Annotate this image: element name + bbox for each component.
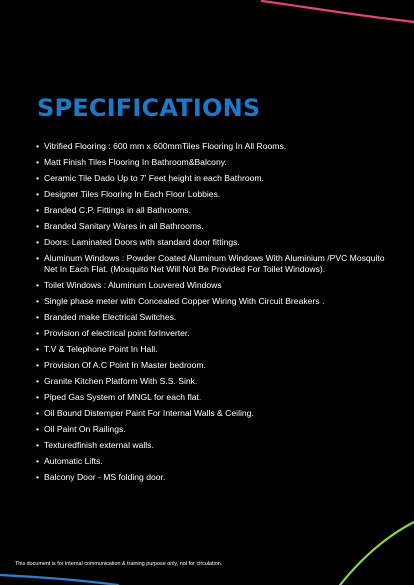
list-item-text: Branded C.P. Fittings in all Bathrooms. (44, 205, 191, 215)
bullet: • (36, 221, 40, 231)
list-item (36, 456, 396, 467)
list-item-text: Aluminum Windows : Powder Coated Aluminum Windows With Aluminium /PVC Mosquito Net In Each Flat. (Mosquito Net Will Not Be Provided For Toilet Windows). (44, 253, 385, 275)
list-item (36, 296, 396, 307)
bullet: • (36, 424, 40, 435)
list-item (36, 141, 396, 152)
list-item (36, 344, 396, 355)
list-item (36, 205, 396, 216)
list-item-text: Single phase meter with Concealed Copper Wiring With Circuit Breakers . (44, 296, 325, 307)
list-item-text: Granite Kitchen Platform With S.S. Sink. (44, 376, 198, 387)
list-item-text: Balcony Door - MS folding door. (44, 472, 166, 483)
list-item (36, 221, 396, 232)
list-item (36, 157, 396, 168)
list-item-text: Matt Finish Tiles Flooring In Bathroom&Balcony. (44, 157, 227, 167)
bullet: • (36, 173, 40, 183)
bullet: • (36, 328, 40, 339)
list-item-text: Branded Sanitary Wares in all Bathrooms. (44, 221, 204, 231)
list-item-text: Doors: Laminated Doors with standard door fittings. (44, 237, 240, 247)
list-item-text: Vitrified Flooring : 600 mm x 600mmTiles Flooring In All Rooms. (44, 141, 287, 151)
list-item (36, 312, 396, 323)
page-title: SPECIFICATIONS (37, 94, 261, 122)
bullet: • (36, 344, 40, 355)
list-item (36, 392, 396, 403)
list-item (36, 253, 396, 276)
bullet: • (36, 157, 40, 167)
list-item-text: Oil Paint On Railings. (44, 424, 126, 435)
list-item-text: Provision of electrical point forInverter. (44, 328, 190, 339)
list-item-text: Provision Of A.C Point In Master bedroom. (44, 360, 206, 371)
bullet: • (36, 360, 40, 371)
list-item-text: Automatic Lifts. (44, 456, 103, 467)
list-item (36, 237, 396, 248)
bullet: • (36, 312, 40, 323)
bullet: • (36, 280, 40, 291)
specifications-list (36, 141, 396, 488)
list-item-text: Texturedfinish external walls. (44, 440, 154, 451)
list-item (36, 472, 396, 483)
bullet: • (36, 456, 40, 467)
bullet: • (36, 253, 40, 263)
list-item (36, 408, 396, 419)
list-item-text: Toilet Windows : Aluminum Louvered Windows (44, 280, 222, 291)
list-item-text: Piped Gas System of MNGL for each flat. (44, 392, 202, 403)
bullet: • (36, 408, 40, 419)
list-item-text: Designer Tiles Flooring In Each Floor Lobbies. (44, 189, 221, 199)
footer-note: This document is for internal communication & training purpose only, not for circulation. (15, 561, 223, 567)
bullet: • (36, 392, 40, 403)
bullet: • (36, 205, 40, 215)
list-item (36, 424, 396, 435)
top-right-curve (262, 1, 414, 22)
list-item-text: Branded make Electrical Switches. (44, 312, 177, 323)
list-item (36, 173, 396, 184)
bullet: • (36, 189, 40, 199)
list-item (36, 360, 396, 371)
bullet: • (36, 376, 40, 387)
bullet: • (36, 296, 40, 307)
bullet: • (36, 472, 40, 483)
bullet: • (36, 141, 40, 151)
list-item-text: Oil Bound Distemper Paint For Internal Walls & Ceiling. (44, 408, 254, 419)
list-item (36, 376, 396, 387)
list-item (36, 280, 396, 291)
list-item (36, 189, 396, 200)
bottom-left-curve (0, 575, 118, 585)
bullet: • (36, 440, 40, 451)
list-item-text: Ceramic Tile Dado Up to 7' Feet height in each Bathroom. (44, 173, 264, 183)
list-item (36, 328, 396, 339)
list-item-text: T.V & Telephone Point In Hall. (44, 344, 158, 355)
bullet: • (36, 237, 40, 247)
list-item (36, 440, 396, 451)
bottom-right-curve (340, 522, 414, 585)
